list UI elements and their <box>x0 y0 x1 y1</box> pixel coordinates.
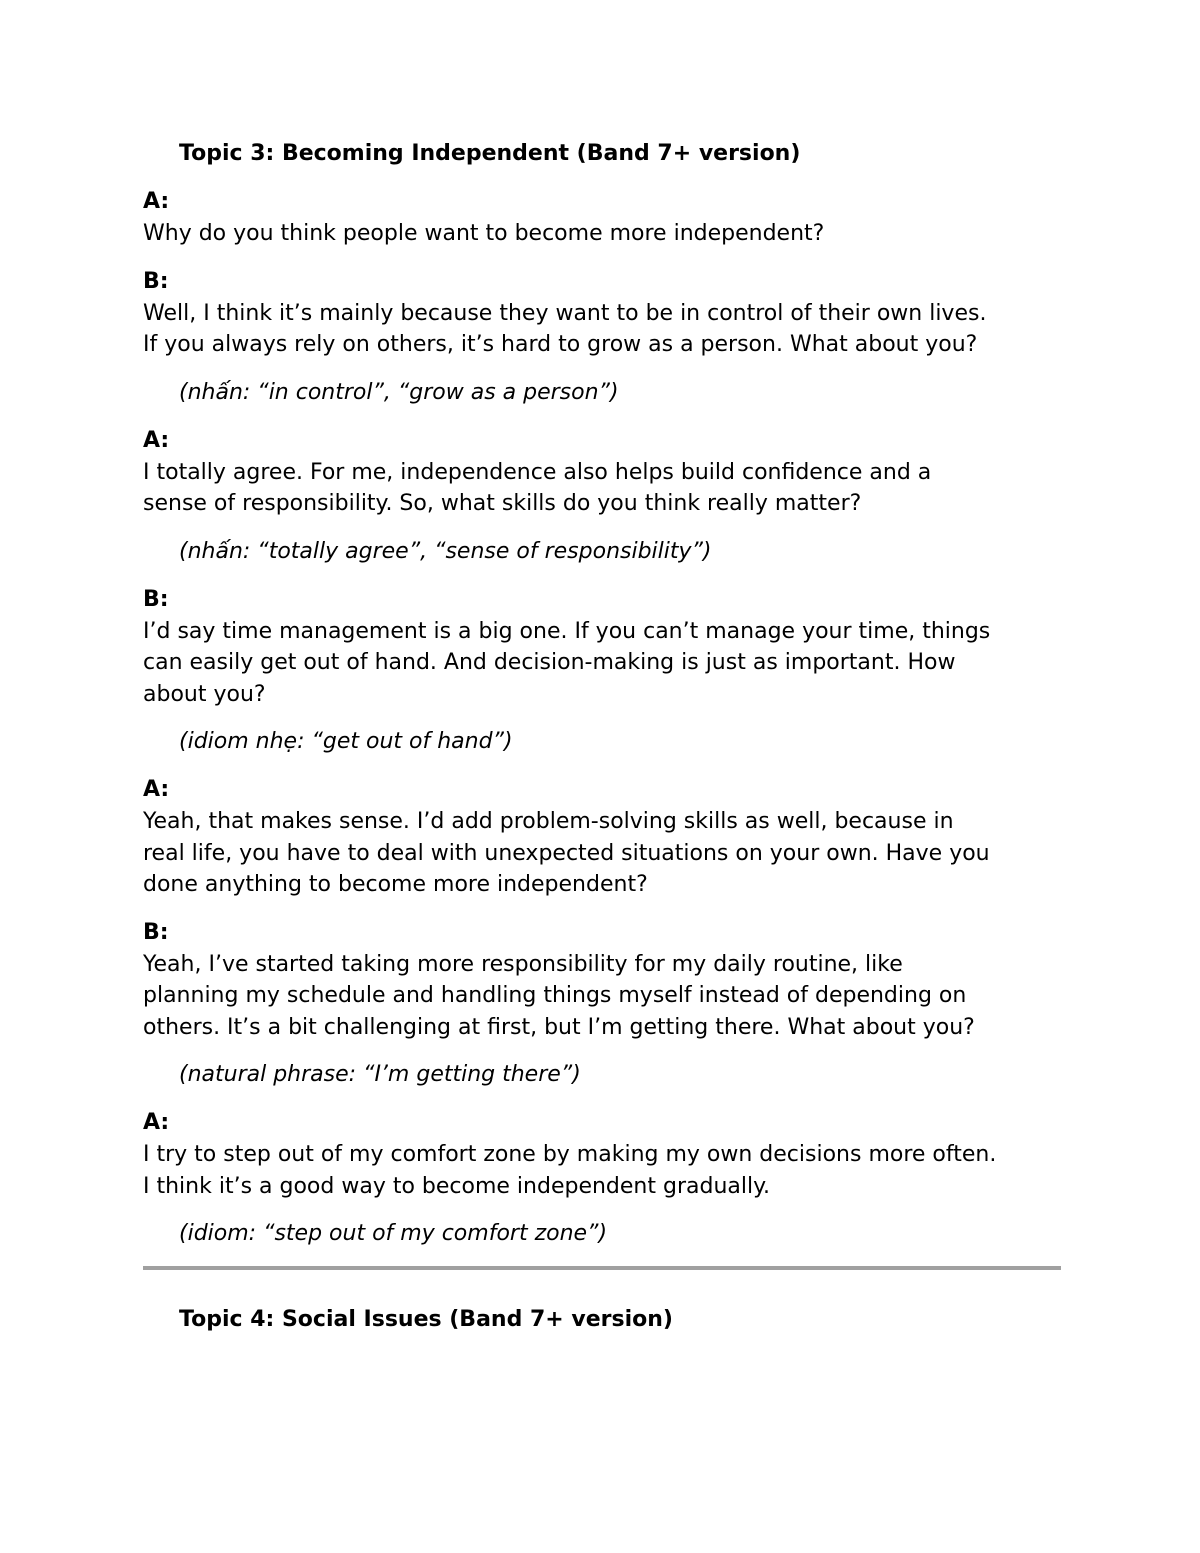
vocabulary-note: (idiom nhẹ: “get out of hand”) <box>179 729 513 754</box>
document-page <box>143 138 1063 1352</box>
dialogue-turn <box>143 186 1063 250</box>
dialogue-turn <box>143 425 1063 520</box>
dialogue-line: Yeah, I’ve started taking more responsibility for my daily routine, like <box>143 951 903 977</box>
dialogue-line: I try to step out of my comfort zone by making my own decisions more often. <box>143 1142 997 1167</box>
speaker-label: B: <box>143 268 169 294</box>
topic-3-title: Topic 3: Becoming Independent (Band 7+ version) <box>179 141 801 166</box>
vocabulary-note: (nhấn: “in control”, “grow as a person”) <box>179 379 619 405</box>
dialogue-line: others. It’s a bit challenging at first, but I’m getting there. What about you? <box>143 1014 975 1040</box>
dialogue-line: I’d say time management is a big one. If you can’t manage your time, things <box>143 618 991 644</box>
speaker-label: A: <box>143 777 170 802</box>
dialogue-line: can easily get out of hand. And decision-making is just as important. How <box>143 650 956 675</box>
dialogue-line: real life, you have to deal with unexpected situations on your own. Have you <box>143 840 990 866</box>
dialogue-line: sense of responsibility. So, what skills do you think really matter? <box>143 491 862 516</box>
dialogue-turn <box>143 584 1063 711</box>
dialogue-line: I think it’s a good way to become independent gradually. <box>143 1173 770 1199</box>
horizontal-divider <box>143 1266 1061 1270</box>
speaker-label: A: <box>143 427 170 453</box>
dialogue-line: about you? <box>143 681 266 707</box>
dialogue-turn <box>143 266 1063 361</box>
speaker-label: B: <box>143 586 169 612</box>
dialogue-line: Why do you think people want to become more independent? <box>143 221 825 246</box>
dialogue-turn <box>143 917 1063 1044</box>
dialogue-line: Well, I think it’s mainly because they want to be in control of their own lives. <box>143 300 987 326</box>
dialogue-line: I totally agree. For me, independence also helps build confidence and a <box>143 459 932 485</box>
dialogue-turn <box>143 774 1063 901</box>
vocabulary-note: (natural phrase: “I’m getting there”) <box>179 1062 581 1087</box>
dialogue-line: planning my schedule and handling things myself instead of depending on <box>143 983 967 1008</box>
topic-4-title: Topic 4: Social Issues (Band 7+ version) <box>179 1307 673 1332</box>
speaker-label: A: <box>143 1110 170 1135</box>
dialogue-line: If you always rely on others, it’s hard to grow as a person. What about you? <box>143 332 978 357</box>
vocabulary-note: (nhấn: “totally agree”, “sense of responsibility”) <box>179 538 712 564</box>
vocabulary-note: (idiom: “step out of my comfort zone”) <box>179 1221 608 1246</box>
dialogue-line: done anything to become more independent? <box>143 872 648 897</box>
dialogue-turn <box>143 1107 1063 1202</box>
dialogue-line: Yeah, that makes sense. I’d add problem-solving skills as well, because in <box>143 809 954 834</box>
speaker-label: A: <box>143 189 170 214</box>
speaker-label: B: <box>143 919 169 945</box>
